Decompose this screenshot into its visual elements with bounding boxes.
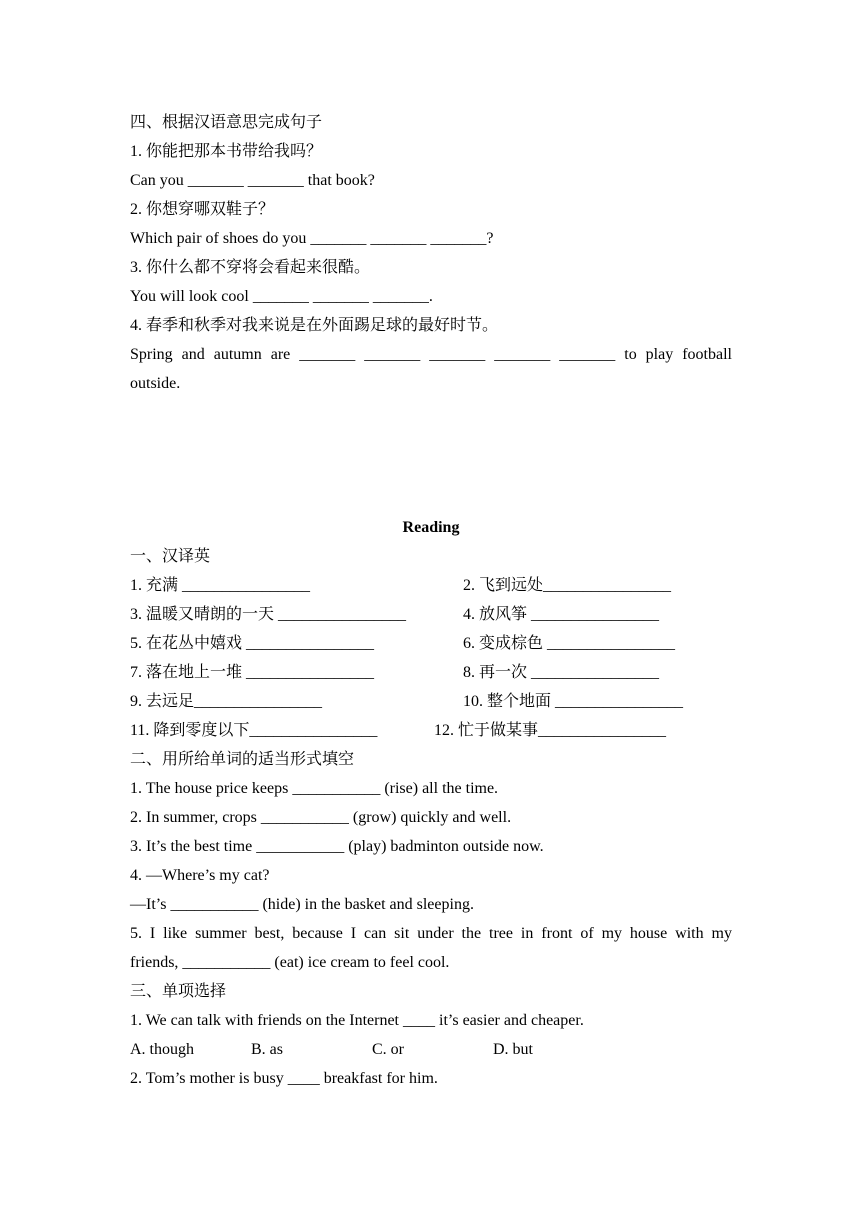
worksheet-page: [130, 108, 732, 1093]
question-english: Can you _______ _______ that book?: [130, 172, 375, 189]
vocab-item: 4. 放风筝 ________________: [463, 606, 660, 623]
choice-question: 1. We can talk with friends on the Internet ____ it’s easier and cheaper.: [130, 1012, 584, 1029]
fill-question: 3. It’s the best time ___________ (play) badminton outside now.: [130, 838, 544, 855]
vocab-item: 6. 变成棕色 ________________: [463, 635, 676, 652]
vocab-row: [130, 571, 732, 600]
option-b: B. as: [251, 1041, 283, 1058]
fill-question: 2. In summer, crops ___________ (grow) quickly and well.: [130, 809, 512, 826]
vocab-row: [130, 629, 732, 658]
vocab-row: [130, 687, 732, 716]
option-d: D. but: [493, 1041, 533, 1058]
question-english: You will look cool _______ _______ _______.: [130, 288, 433, 305]
section-heading: 一、汉译英: [130, 548, 211, 565]
section-heading: 四、根据汉语意思完成句子: [130, 114, 323, 131]
question-english: Which pair of shoes do you _______ _______ _______?: [130, 230, 494, 247]
vocab-row: [130, 716, 732, 745]
section-title: Reading: [402, 519, 460, 536]
vocab-item: 2. 飞到远处________________: [463, 577, 672, 594]
vocab-item: 5. 在花丛中嬉戏 ________________: [130, 635, 375, 652]
choice-options: [130, 1035, 732, 1064]
vocab-item: 10. 整个地面 ________________: [463, 693, 684, 710]
fill-question-answer: —It’s ___________ (hide) in the basket and sleeping.: [130, 896, 474, 913]
fill-question: 1. The house price keeps ___________ (rise) all the time.: [130, 780, 499, 797]
vocab-item: 9. 去远足________________: [130, 693, 323, 710]
vocab-item: 7. 落在地上一堆 ________________: [130, 664, 375, 681]
option-c: C. or: [372, 1041, 404, 1058]
section-heading: 三、单项选择: [130, 983, 227, 1000]
vocab-row: [130, 600, 732, 629]
vocab-item: 12. 忙于做某事________________: [434, 722, 667, 739]
option-a: A. though: [130, 1041, 194, 1058]
question-english-continued: outside.: [130, 375, 181, 392]
vocab-item: 8. 再一次 ________________: [463, 664, 660, 681]
question-chinese: 2. 你想穿哪双鞋子？: [130, 201, 275, 218]
vocab-row: [130, 658, 732, 687]
choice-question: 2. Tom’s mother is busy ____ breakfast for him.: [130, 1070, 438, 1087]
spacer: [130, 398, 732, 513]
fill-question: 5. I like summer best, because I can sit under the tree in front of my house with my: [130, 925, 732, 942]
vocab-item: 3. 温暖又晴朗的一天 ________________: [130, 606, 407, 623]
vocab-item: 1. 充满 ________________: [130, 577, 311, 594]
section-heading: 二、用所给单词的适当形式填空: [130, 751, 355, 768]
vocab-item: 11. 降到零度以下________________: [130, 722, 378, 739]
fill-question: 4. —Where’s my cat?: [130, 867, 270, 884]
question-chinese: 1. 你能把那本书带给我吗？: [130, 143, 323, 160]
fill-question-continued: friends, ___________ (eat) ice cream to feel cool.: [130, 954, 450, 971]
question-english: Spring and autumn are _______ _______ _______ _______ _______ to play football: [130, 346, 732, 363]
question-chinese: 4. 春季和秋季对我来说是在外面踢足球的最好时节。: [130, 317, 499, 334]
question-chinese: 3. 你什么都不穿将会看起来很酷。: [130, 259, 371, 276]
